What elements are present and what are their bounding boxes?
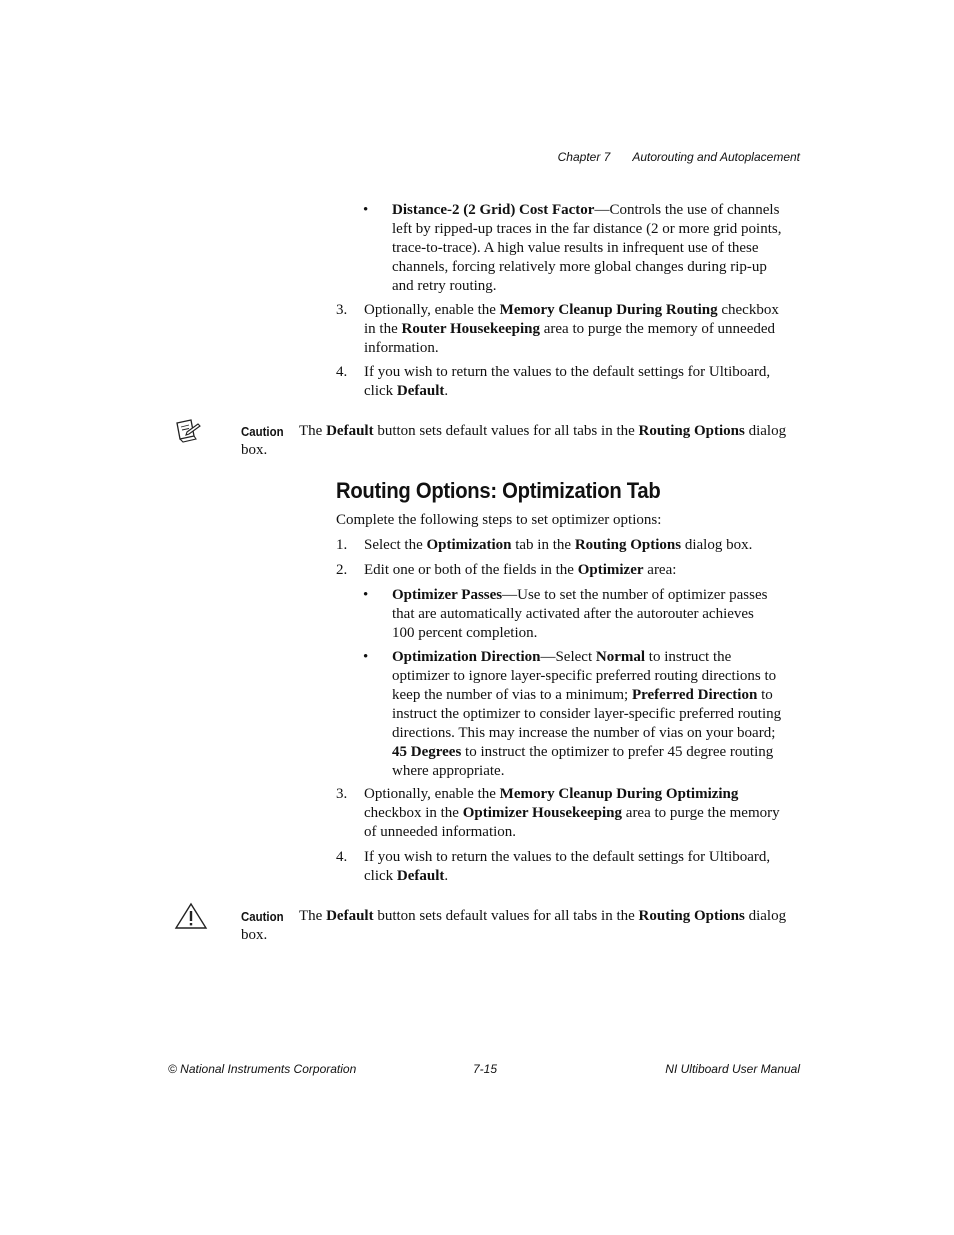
text: click	[364, 383, 397, 399]
text: and retry routing.	[392, 278, 497, 294]
text: dialog box.	[681, 537, 753, 553]
text: area:	[643, 562, 677, 578]
text: —Use to set the number of optimizer passes	[502, 587, 768, 603]
warning-triangle-icon	[174, 902, 208, 930]
text: area to purge the memory of unneeded	[539, 321, 776, 337]
text: Edit one or both of the fields in the	[364, 562, 578, 578]
step-number: 4.	[336, 849, 348, 865]
ui-term: Memory Cleanup During Routing	[499, 302, 718, 318]
text: to instruct the optimizer to prefer 45 degree routing	[461, 744, 774, 760]
step-number: 2.	[336, 562, 348, 578]
text: instruct the optimizer to consider layer-specific preferred routing	[392, 706, 782, 722]
text: information.	[364, 340, 439, 356]
ui-term: 45 Degrees	[392, 744, 462, 760]
text: Optionally, enable the	[364, 302, 500, 318]
caution-text-line2: box.	[241, 927, 268, 943]
note-text-line2: box.	[241, 442, 268, 458]
step-number: 4.	[336, 364, 348, 380]
text: of unneeded information.	[364, 824, 517, 840]
text: button sets default values for all tabs in the	[373, 908, 639, 924]
ui-term: Optimizer	[577, 562, 644, 578]
step-default-routing	[364, 363, 804, 401]
ui-term: Default	[326, 423, 374, 439]
term-distance2: Distance-2 (2 Grid) Cost Factor	[392, 202, 595, 218]
bullet-marker: •	[363, 587, 369, 603]
step-select-optimization	[364, 536, 804, 555]
note-text-line1	[299, 422, 819, 441]
text: trace-to-trace). A high value results in infrequent use of these	[392, 240, 759, 256]
ui-term: Preferred Direction	[631, 687, 758, 703]
text: checkbox	[717, 302, 779, 318]
text: 100 percent completion.	[392, 625, 538, 641]
text: If you wish to return the values to the default settings for Ultiboard,	[364, 364, 771, 380]
bullet-marker: •	[363, 202, 369, 218]
ui-term: Optimizer Housekeeping	[462, 805, 623, 821]
ui-term: Default	[396, 383, 445, 399]
intro-text: Complete the following steps to set optimizer options:	[336, 512, 662, 528]
text: where appropriate.	[392, 763, 505, 779]
text: Optionally, enable the	[364, 786, 500, 802]
chapter-label: Chapter 7	[557, 150, 611, 164]
step-memory-cleanup-optimizing	[364, 785, 804, 842]
text: in the	[364, 321, 402, 337]
text: dialog	[744, 908, 787, 924]
ui-term: Routing Options	[638, 908, 745, 924]
text: The	[299, 908, 327, 924]
ui-term: Default	[326, 908, 374, 924]
text: Select the	[364, 537, 427, 553]
text: channels, forcing relatively more global changes during rip-up	[392, 259, 767, 275]
text: that are automatically activated after the autorouter achieves	[392, 606, 754, 622]
text: directions. This may increase the number of vias on your board;	[392, 725, 776, 741]
text: area to purge the memory	[622, 805, 780, 821]
bullet-distance2	[392, 201, 812, 296]
step-number: 3.	[336, 786, 348, 802]
footer-copyright: © National Instruments Corporation	[168, 1062, 357, 1076]
note-icon	[174, 418, 204, 444]
section-label: Autorouting and Autoplacement	[632, 150, 800, 164]
text: tab in the	[511, 537, 575, 553]
text: optimizer to ignore layer-specific preferred routing directions to	[392, 668, 777, 684]
ui-term: Optimization Direction	[392, 649, 541, 665]
text: to	[757, 687, 773, 703]
ui-term: Routing Options	[574, 537, 682, 553]
step-number: 1.	[336, 537, 348, 553]
caution-text-line1	[299, 907, 819, 926]
text: to instruct the	[645, 649, 732, 665]
note-label: Caution	[241, 424, 284, 439]
footer-manual-title: NI Ultiboard User Manual	[665, 1062, 800, 1076]
text: The	[299, 423, 327, 439]
step-number: 3.	[336, 302, 348, 318]
text: keep the number of vias to a minimum;	[392, 687, 632, 703]
running-head	[480, 150, 800, 164]
step-edit-fields	[364, 561, 804, 580]
text: —Select	[540, 649, 596, 665]
text: left by ripped-up traces in the far distance (2 or more grid points,	[392, 221, 782, 237]
text: —Controls the use of channels	[594, 202, 780, 218]
section-heading: Routing Options: Optimization Tab	[336, 478, 661, 503]
step-default-optimizing	[364, 848, 804, 886]
text: dialog	[744, 423, 787, 439]
ui-term: Optimizer Passes	[392, 587, 503, 603]
text: If you wish to return the values to the default settings for Ultiboard,	[364, 849, 771, 865]
ui-term: Memory Cleanup During Optimizing	[499, 786, 739, 802]
ui-term: Router Housekeeping	[401, 321, 540, 337]
ui-term: Routing Options	[638, 423, 745, 439]
text: button sets default values for all tabs in the	[373, 423, 639, 439]
ui-term: Normal	[595, 649, 646, 665]
text: checkbox in the	[364, 805, 463, 821]
ui-term: Default	[396, 868, 445, 884]
caution-label: Caution	[241, 909, 284, 924]
text: .	[444, 383, 449, 399]
bullet-optimizer-passes	[392, 586, 812, 643]
bullet-marker: •	[363, 649, 369, 665]
bullet-optimization-direction	[392, 648, 812, 781]
footer-page-number: 7-15	[473, 1062, 498, 1076]
step-memory-cleanup-routing	[364, 301, 804, 358]
ui-term: Optimization	[426, 537, 512, 553]
text: click	[364, 868, 397, 884]
text: .	[444, 868, 449, 884]
